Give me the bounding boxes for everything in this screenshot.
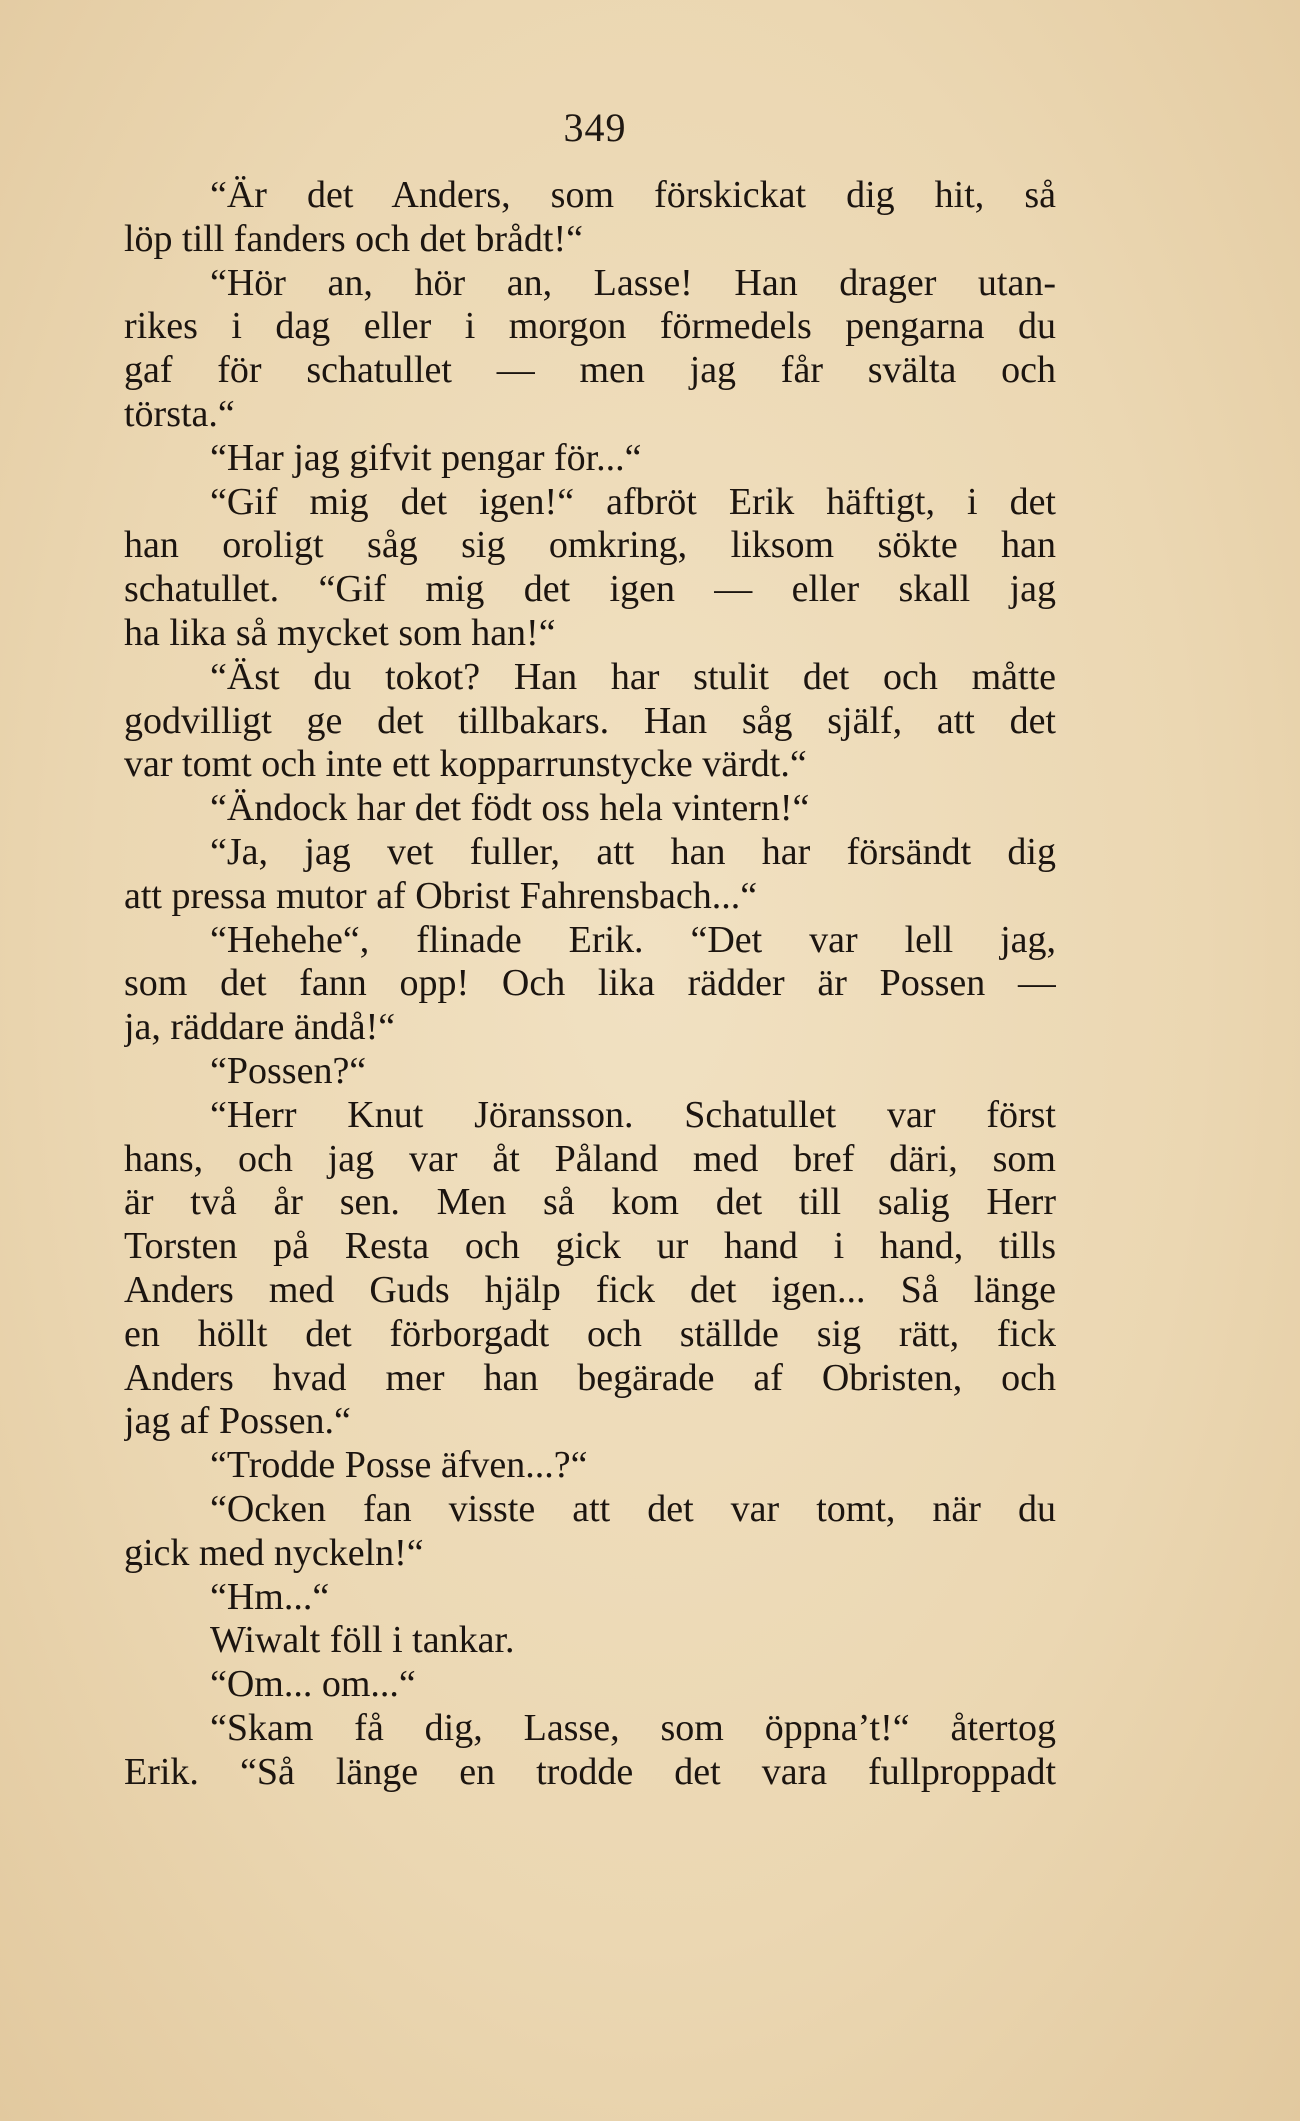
text-line: “Hör an, hör an, Lasse! Han drager utan- (210, 261, 1056, 304)
page-number: 349 (563, 105, 627, 150)
text-line: “Har jag gifvit pengar för...“ (210, 436, 642, 479)
text-line: Anders med Guds hjälp fick det igen... Så länge (124, 1268, 1056, 1311)
text-line: är två år sen. Men så kom det till salig Herr (124, 1181, 1056, 1224)
text-line: en höllt det förborgadt och ställde sig rätt, fick (124, 1312, 1056, 1355)
text-line: schatullet. “Gif mig det igen — eller skall jag (124, 568, 1056, 611)
text-line: han oroligt såg sig omkring, liksom sökte han (124, 524, 1056, 567)
text-line: “Hm...“ (210, 1575, 330, 1618)
text-line: löp till fanders och det brådt!“ (124, 217, 584, 260)
text-line: att pressa mutor af Obrist Fahrensbach...“ (124, 874, 758, 917)
text-line: jag af Possen.“ (124, 1400, 351, 1443)
text-line: “Skam få dig, Lasse, som öppna’t!“ återtog (210, 1706, 1056, 1749)
text-line: “Ocken fan visste att det var tomt, när du (210, 1487, 1056, 1530)
text-line: “Trodde Posse äfven...?“ (210, 1444, 588, 1487)
text-line: “Om... om...“ (210, 1663, 416, 1706)
text-line: gaf för schatullet — men jag får svälta och (124, 349, 1056, 392)
text-line: som det fann opp! Och lika rädder är Possen — (124, 962, 1056, 1005)
text-line: Erik. “Så länge en trodde det vara fullproppadt (124, 1750, 1056, 1793)
text-line: Wiwalt föll i tankar. (210, 1619, 515, 1662)
text-line: “Är det Anders, som förskickat dig hit, så (210, 174, 1056, 216)
text-line: ha lika så mycket som han!“ (124, 611, 556, 654)
text-line: Anders hvad mer han begärade af Obristen, och (124, 1356, 1056, 1399)
text-line: “Ja, jag vet fuller, att han har försändt dig (210, 830, 1056, 873)
page-text (124, 174, 1056, 1794)
text-line: “Gif mig det igen!“ afbröt Erik häftigt, i det (210, 480, 1056, 523)
text-line: godvilligt ge det tillbakars. Han såg själf, att det (124, 699, 1056, 742)
text-line: ja, räddare ändå!“ (124, 1006, 396, 1049)
text-line: “Ändock har det födt oss hela vintern!“ (210, 787, 810, 830)
text-line: var tomt och inte ett kopparrunstycke värdt.“ (124, 743, 807, 786)
text-line: hans, och jag var åt Påland med bref däri, som (124, 1137, 1056, 1180)
text-line: “Possen?“ (210, 1049, 367, 1092)
text-line: “Äst du tokot? Han har stulit det och måtte (210, 655, 1056, 698)
text-line: “Hehehe“, flinade Erik. “Det var lell jag, (210, 918, 1056, 961)
text-line: rikes i dag eller i morgon förmedels pengarna du (124, 305, 1056, 348)
text-line: törsta.“ (124, 392, 235, 435)
text-line: “Herr Knut Jöransson. Schatullet var först (210, 1093, 1056, 1136)
text-line: Torsten på Resta och gick ur hand i hand, tills (124, 1225, 1056, 1268)
text-line: gick med nyckeln!“ (124, 1531, 424, 1574)
